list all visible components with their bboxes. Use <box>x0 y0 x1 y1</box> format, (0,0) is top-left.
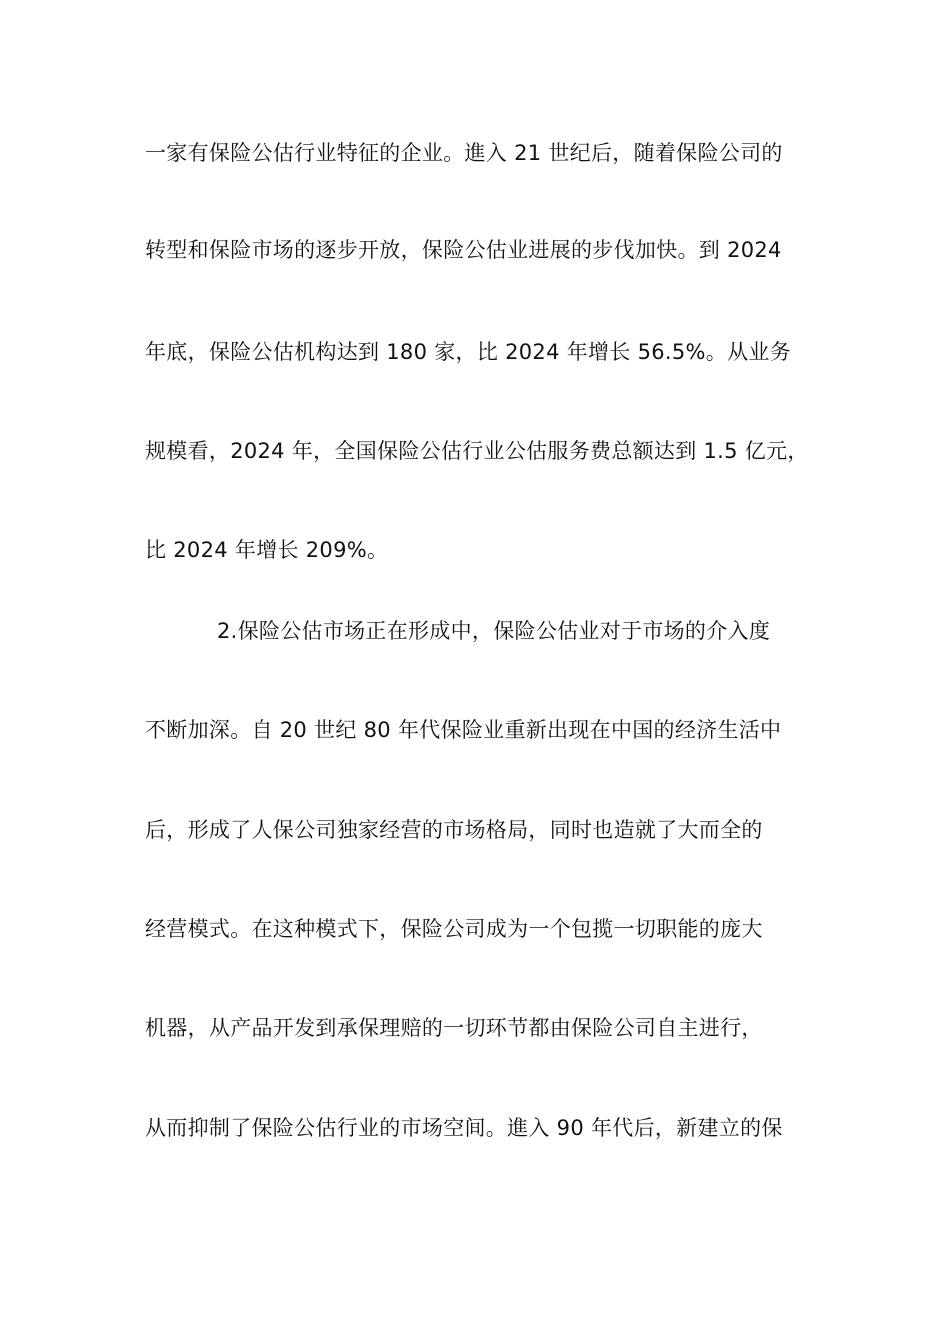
text-line: 年底，保险公估机构达到 180 家，比 2024 年增长 56.5%。从业务 <box>145 340 792 364</box>
text-line: 一家有保险公估行业特征的企业。進入 21 世纪后，随着保险公司的 <box>145 141 783 165</box>
text-line: 规模看，2024 年，全国保险公估行业公估服务费总额达到 1.5 亿元， <box>145 439 809 463</box>
text-line: 比 2024 年增长 209%。 <box>145 538 389 562</box>
paragraph-start-line: 2.保险公估市场正在形成中，保险公估业对于市场的介入度 <box>217 619 771 643</box>
text-line: 经营模式。在这种模式下，保险公司成为一个包揽一切职能的庞大 <box>145 917 763 941</box>
text-line: 从而抑制了保险公估行业的市场空间。進入 90 年代后，新建立的保 <box>145 1116 783 1140</box>
text-line: 后，形成了人保公司独家经营的市场格局，同时也造就了大而全的 <box>145 818 763 842</box>
text-line: 不断加深。自 20 世纪 80 年代保险业重新出现在中国的经济生活中 <box>145 718 782 742</box>
text-line: 转型和保险市场的逐步开放，保险公估业进展的步伐加快。到 2024 <box>145 238 782 262</box>
text-line: 机器，从产品开发到承保理赔的一切环节都由保险公司自主进行， <box>145 1016 763 1040</box>
